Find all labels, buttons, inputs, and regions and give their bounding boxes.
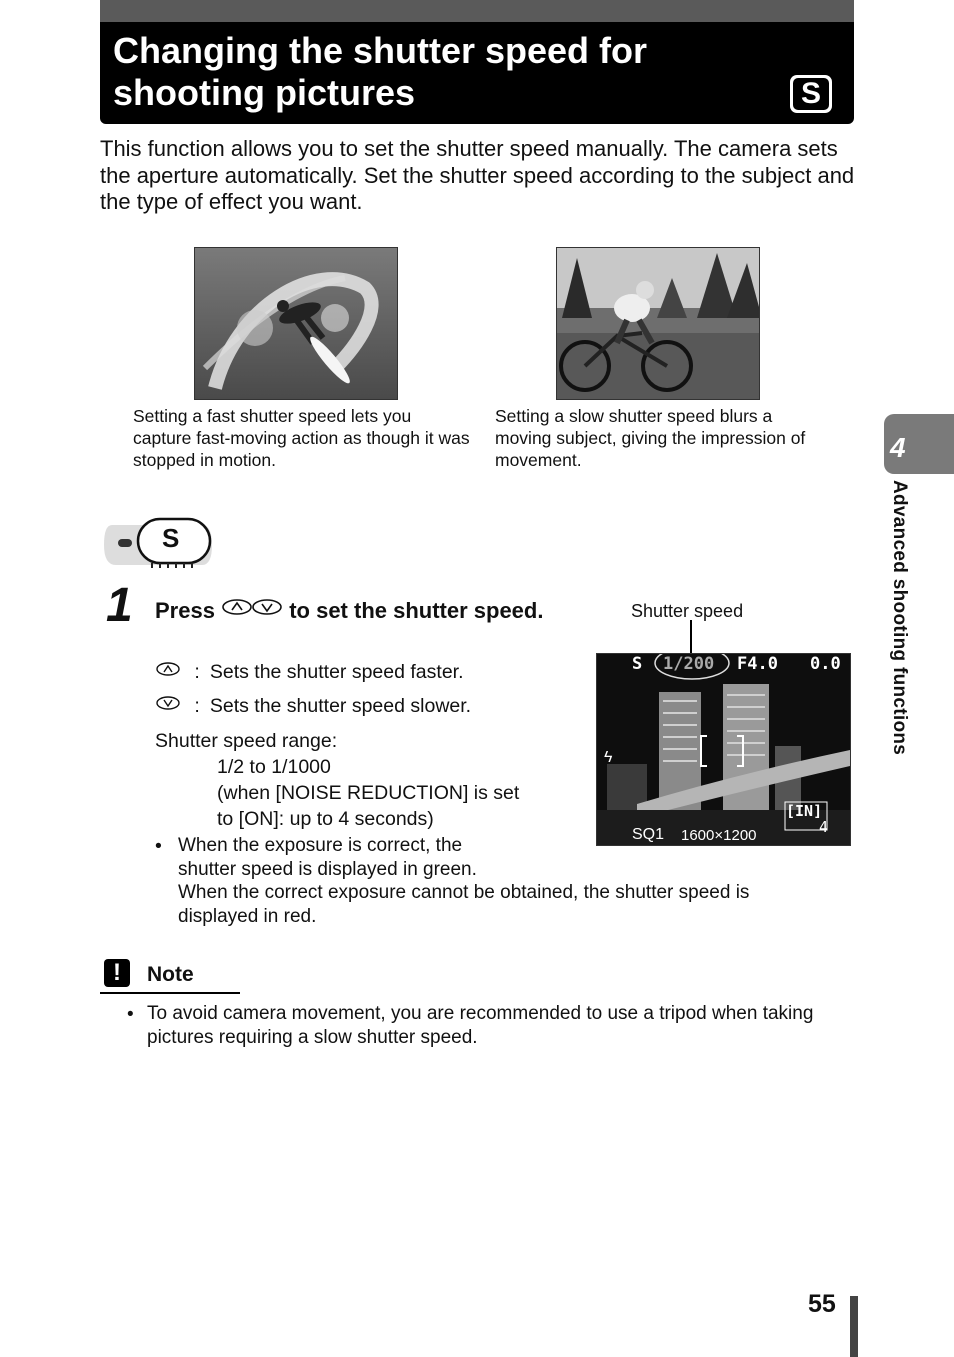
slow-shutter-caption: Setting a slow shutter speed blurs a moving subject, giving the impression of movement. xyxy=(495,406,806,470)
step-number: 1 xyxy=(106,579,133,632)
shutter-mode-badge: S xyxy=(790,75,832,113)
cyclist-photo xyxy=(556,247,760,400)
mode-dial-label: S xyxy=(162,523,180,553)
exposure-red-text: When the correct exposure cannot be obtained, the shutter speed is displayed in red. xyxy=(178,882,750,927)
fast-shutter-caption: Setting a fast shutter speed lets you capture fast-moving action as though it was stopped in motion. xyxy=(133,406,470,470)
step-heading: Press to set the shutter speed. xyxy=(155,598,544,623)
note-underline xyxy=(100,992,240,994)
exposure-bullet xyxy=(178,834,818,928)
lcd-quality: SQ1 xyxy=(632,826,665,843)
arrow-down-button-icon xyxy=(155,695,181,711)
range-value: 1/2 to 1/1000 xyxy=(217,756,331,778)
lcd-shots-remaining: 4 xyxy=(819,818,829,836)
exposure-green-text: When the exposure is correct, the shutter speed is displayed in green. xyxy=(178,835,477,880)
lcd-mode: S xyxy=(632,654,643,674)
note-title: Note xyxy=(147,963,194,986)
surfer-photo xyxy=(194,247,398,400)
list-item: : Sets the shutter speed faster. xyxy=(155,660,555,685)
note-bullet: To avoid camera movement, you are recommended to use a tripod when taking pictures requiring a slow shutter speed. xyxy=(147,1003,814,1048)
list-item: : Sets the shutter speed slower. xyxy=(155,694,555,719)
bullet-marker: • xyxy=(155,835,162,857)
lcd-aperture: F4.0 xyxy=(737,654,778,674)
range-label: Shutter speed range: xyxy=(155,730,338,752)
shutter-speed-callout: Shutter speed xyxy=(631,601,744,621)
arrow-up-button-icon xyxy=(155,661,181,677)
lcd-resolution: 1600×1200 xyxy=(681,827,757,844)
range-note: (when [NOISE REDUCTION] is set xyxy=(217,782,520,804)
bullet-marker: • xyxy=(127,1004,134,1025)
intro-paragraph: This function allows you to set the shutter speed manually. The camera sets the aperture automatically. Set the shutter speed according to the subject and the type of effect you want. xyxy=(100,136,855,214)
flash-icon: ϟ xyxy=(604,749,613,766)
lcd-exposure-comp: 0.0 xyxy=(810,654,841,674)
up-down-arrow-buttons-icon xyxy=(221,598,283,616)
chapter-tab: 4 xyxy=(884,414,954,474)
page-number: 55 xyxy=(808,1290,836,1318)
range-note: to [ON]: up to 4 seconds) xyxy=(217,808,434,830)
lcd-shutter-speed: 1/200 xyxy=(663,654,715,674)
page-title: Changing the shutter speed for shooting pictures xyxy=(113,30,648,113)
mode-dial-icon xyxy=(102,517,214,571)
page-edge-bar xyxy=(850,1296,858,1357)
note-icon: ! xyxy=(104,959,130,987)
lcd-monitor xyxy=(596,653,851,846)
lcd-memory: [IN] xyxy=(786,802,823,820)
chapter-label: Advanced shooting functions xyxy=(889,480,910,756)
